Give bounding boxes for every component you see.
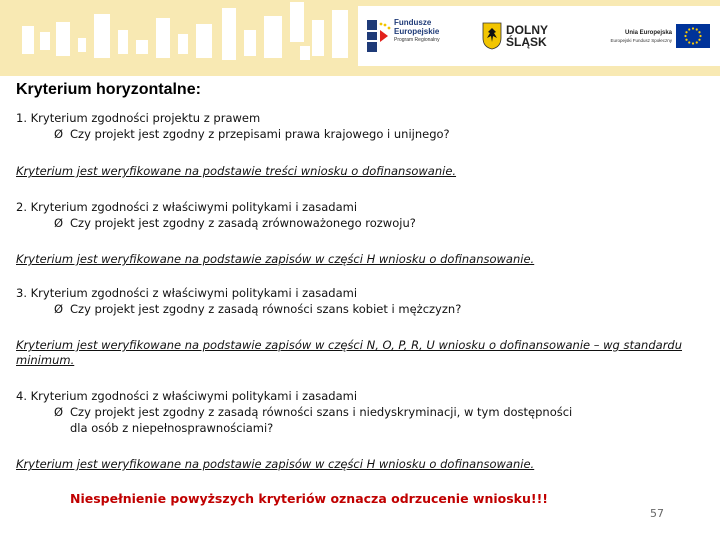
criterion-2-verification: Kryterium jest weryfikowane na podstawie zapisów w części H wniosku o dofinansowanie. (16, 252, 535, 266)
decor-block (40, 32, 50, 50)
decor-block (300, 46, 310, 60)
decor-block (264, 16, 282, 58)
fe-line3: Program Regionalny (394, 37, 440, 43)
decor-block (136, 40, 148, 54)
decor-block (56, 22, 70, 56)
page-number: 57 (650, 507, 664, 520)
fundusze-europejskie-icon (364, 16, 394, 54)
criterion-2-heading (16, 200, 357, 215)
page-title: Kryterium horyzontalne: (16, 81, 201, 98)
decor-block (332, 10, 348, 58)
criterion-1-title: Kryterium zgodności projektu z prawem (30, 111, 261, 125)
criterion-3-question-text: Czy projekt jest zgodny z zasadą równości szans kobiet i mężczyzn? (70, 302, 462, 316)
decor-block (94, 14, 110, 58)
eu-logo (590, 24, 710, 52)
decor-block (196, 24, 212, 58)
criterion-4-question (54, 405, 572, 420)
criterion-2-question (54, 216, 416, 231)
ds-line2: ŚLĄSK (506, 35, 547, 49)
eu-text (610, 29, 672, 44)
decor-block (78, 38, 86, 52)
eu-line2: Europejski Fundusz Społeczny (610, 38, 672, 43)
criterion-1-heading (16, 111, 260, 126)
criterion-3-question (54, 302, 461, 317)
eu-line1: Unia Europejska (624, 30, 672, 36)
arrow-bullet-icon: Ø (54, 216, 64, 230)
decor-block (244, 30, 256, 56)
criterion-1-question-text: Czy projekt jest zgodny z przepisami prawa krajowego i unijnego? (70, 127, 450, 141)
criterion-3-verification: Kryterium jest weryfikowane na podstawie zapisów w części N, O, P, R, U wniosku o dofinansowanie – wg standardu minimum. (16, 338, 683, 367)
criterion-4-question-line2: dla osób z niepełnosprawnościami? (70, 421, 274, 435)
criterion-1-number: 1. (16, 111, 27, 125)
criterion-1-verification: Kryterium jest weryfikowane na podstawie treści wniosku o dofinansowanie. (16, 164, 457, 178)
criterion-4-question-line1: Czy projekt jest zgodny z zasadą równości szans i niedyskryminacji, w tym dostępności (70, 405, 573, 419)
header-band (0, 0, 720, 76)
criterion-4-number: 4. (16, 389, 27, 403)
eu-flag-icon (676, 24, 710, 48)
rejection-warning: Niespełnienie powyższych kryteriów oznacza odrzucenie wniosku!!! (70, 491, 548, 506)
fe-line1: Fundusze (394, 18, 432, 27)
ds-line1: DOLNY (506, 23, 548, 37)
fe-line2: Europejskie (394, 27, 440, 36)
criterion-2-number: 2. (16, 200, 27, 214)
decor-block (156, 18, 170, 58)
decor-block (290, 2, 304, 42)
criterion-3-number: 3. (16, 286, 27, 300)
dolny-slask-logo (482, 22, 552, 52)
criterion-4-heading (16, 389, 357, 404)
criterion-2-question-text: Czy projekt jest zgodny z zasadą zrównoważonego rozwoju? (70, 216, 416, 230)
criterion-4-verification: Kryterium jest weryfikowane na podstawie zapisów w części H wniosku o dofinansowanie. (16, 457, 535, 471)
decor-block (178, 34, 188, 54)
decor-block (22, 26, 34, 54)
arrow-bullet-icon: Ø (54, 302, 64, 316)
dolny-slask-crest-icon (482, 22, 502, 50)
decor-block (312, 20, 324, 56)
criterion-1-question (54, 127, 450, 142)
decor-block (118, 30, 128, 54)
criterion-4-title: Kryterium zgodności z właściwymi politykami i zasadami (30, 389, 358, 403)
arrow-bullet-icon: Ø (54, 127, 64, 141)
dolny-slask-text (506, 24, 548, 48)
fundusze-europejskie-text (394, 18, 440, 44)
criterion-3-heading (16, 286, 357, 301)
decor-block (222, 8, 236, 60)
criterion-2-title: Kryterium zgodności z właściwymi politykami i zasadami (30, 200, 358, 214)
fundusze-europejskie-logo (364, 14, 464, 58)
arrow-bullet-icon: Ø (54, 405, 64, 419)
criterion-3-title: Kryterium zgodności z właściwymi politykami i zasadami (30, 286, 358, 300)
